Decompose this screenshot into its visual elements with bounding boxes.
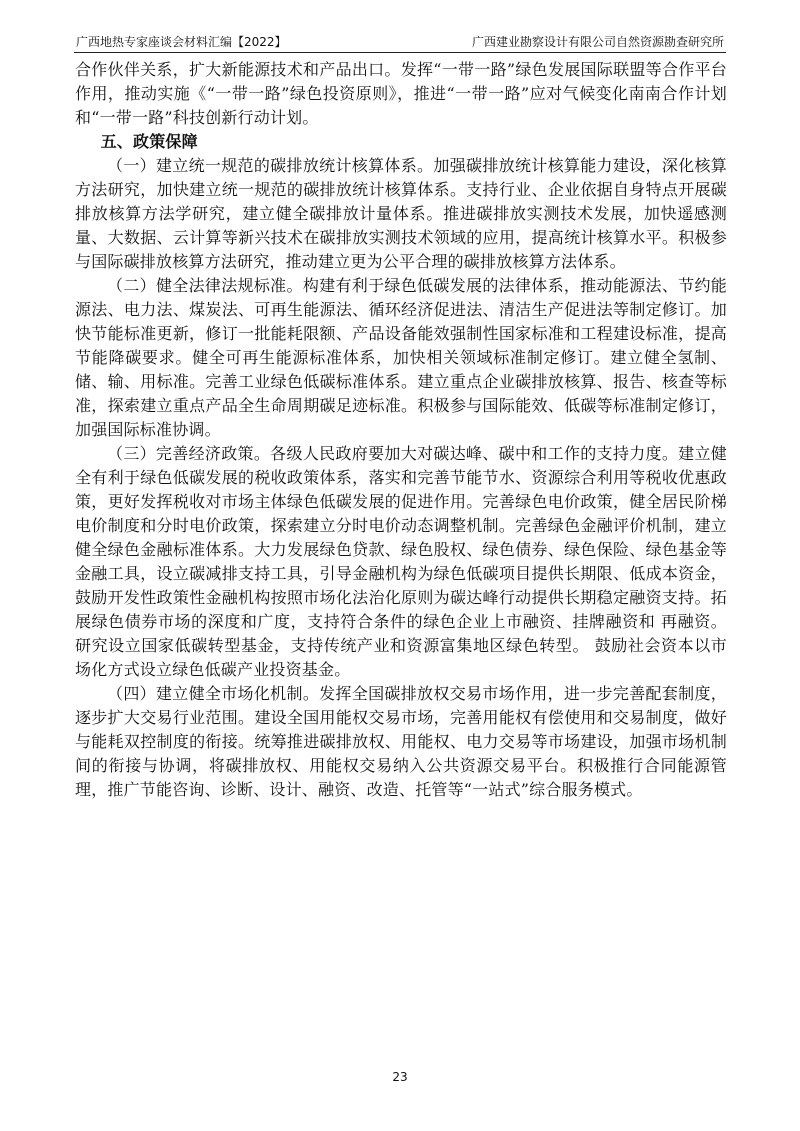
document-body	[75, 58, 727, 802]
paragraph-4: （四）建立健全市场化机制。发挥全国碳排放权交易市场作用，进一步完善配套制度，逐步扩大交易行业范围。建设全国用能权交易市场，完善用能权有偿使用和交易制度，做好与能耗双控制度的衔接。统筹推进碳排放权、用能权、电力交易等市场建设，加强市场机制间的衔接与协调，将碳排放权、用能权交易纳入公共资源交易平台。积极推行合同能源管理，推广节能咨询、诊断、设计、融资、改造、托管等“一站式”综合服务模式。	[75, 684, 727, 799]
paragraph-1: （一）建立统一规范的碳排放统计核算体系。加强碳排放统计核算能力建设，深化核算方法研究，加快建立统一规范的碳排放统计核算体系。支持行业、企业依据自身特点开展碳排放核算方法学研究，建立健全碳排放计量体系。推进碳排放实测技术发展，加快遥感测量、大数据、云计算等新兴技术在碳排放实测技术领域的应用，提高统计核算水平。积极参与国际碳排放核算方法研究，推动建立更为公平合理的碳排放核算方法体系。	[75, 156, 727, 271]
header-left-title: 广西地热专家座谈会材料汇编【2022】	[76, 35, 287, 49]
page-number: 23	[392, 1070, 408, 1084]
page-header	[74, 30, 726, 53]
paragraph-2: （二）健全法律法规标准。构建有利于绿色低碳发展的法律体系，推动能源法、节约能源法、电力法、煤炭法、可再生能源法、循环经济促进法、清洁生产促进法等制定修订。加快节能标准更新，修订一批能耗限额、产品设备能效强制性国家标准和工程建设标准，提高节能降碳要求。健全可再生能源标准体系，加快相关领域标准制定修订。建立健全氢制、储、输、用标准。完善工业绿色低碳标准体系。建立重点企业碳排放核算、报告、核查等标准，探索建立重点产品全生命周期碳足迹标准。积极参与国际能效、低碳等标准制定修订，加强国际标准协调。	[75, 276, 727, 439]
paragraph-continued: 合作伙伴关系，扩大新能源技术和产品出口。发挥“一带一路”绿色发展国际联盟等合作平台作用，推动实施《“一带一路”绿色投资原则》，推进“一带一路”应对气候变化南南合作计划和“一带一路”科技创新行动计划。	[75, 60, 727, 127]
header-right-org: 广西建业勘察设计有限公司自然资源勘查研究所	[471, 35, 724, 49]
section-heading: 五、政策保障	[100, 132, 198, 151]
paragraph-3: （三）完善经济政策。各级人民政府要加大对碳达峰、碳中和工作的支持力度。建立健全有利于绿色低碳发展的税收政策体系，落实和完善节能节水、资源综合利用等税收优惠政策，更好发挥税收对市场主体绿色低碳发展的促进作用。完善绿色电价政策，健全居民阶梯电价制度和分时电价政策，探索建立分时电价动态调整机制。完善绿色金融评价机制，建立健全绿色金融标准体系。大力发展绿色贷款、绿色股权、绿色债券、绿色保险、绿色基金等金融工具，设立碳减排支持工具，引导金融机构为绿色低碳项目提供长期限、低成本资金，鼓励开发性政策性金融机构按照市场化法治化原则为碳达峰行动提供长期稳定融资支持。拓展绿色债券市场的深度和广度，支持符合条件的绿色企业上市融资、挂牌融资和 再融资。研究设立国家低碳转型基金，支持传统产业和资源富集地区绿色转型。 鼓励社会资本以市场化方式设立绿色低碳产业投资基金。	[75, 444, 727, 679]
